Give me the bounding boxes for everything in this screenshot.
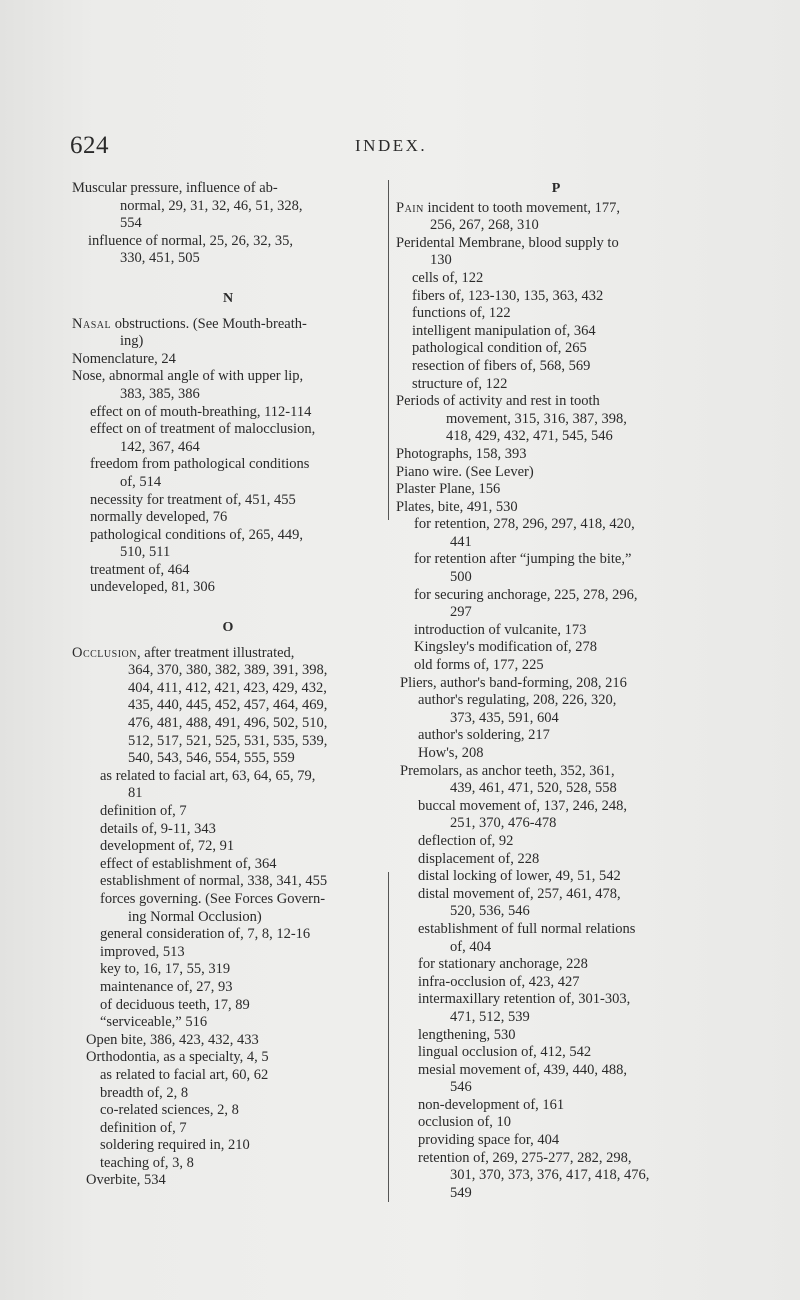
index-entry: deflection of, 92 [418, 832, 514, 849]
index-entry: 476, 481, 488, 491, 496, 502, 510, [128, 715, 328, 732]
index-entry: 510, 511 [120, 544, 171, 561]
index-entry: 251, 370, 476-478 [450, 815, 557, 832]
index-entry: 383, 385, 386 [120, 385, 200, 402]
index-entry: Nomenclature, 24 [72, 350, 176, 367]
index-entry: fibers of, 123-130, 135, 363, 432 [412, 287, 604, 304]
page-header [70, 132, 730, 166]
index-entry: maintenance of, 27, 93 [100, 978, 233, 995]
index-entry: normally developed, 76 [90, 509, 228, 526]
index-entry: lingual occlusion of, 412, 542 [418, 1044, 592, 1061]
index-entry: normal, 29, 31, 32, 46, 51, 328, [120, 197, 303, 214]
index-entry: definition of, 7 [100, 803, 187, 819]
index-entry: 554 [120, 215, 142, 232]
index-entry: providing space for, 404 [418, 1132, 560, 1149]
index-entry: intermaxillary retention of, 301-303, [418, 991, 631, 1008]
index-entry: Kingsley's modification of, 278 [414, 639, 598, 656]
index-entry: as related to facial art, 60, 62 [100, 1066, 269, 1083]
index-entry: Nose, abnormal angle of with upper lip, [72, 368, 304, 385]
index-entry: 364, 370, 380, 382, 389, 391, 398, [128, 662, 328, 679]
index-entry: co-related sciences, 2, 8 [100, 1102, 239, 1119]
spacer [72, 308, 384, 316]
index-entry: 546 [450, 1079, 472, 1096]
index-entry: 130 [430, 252, 452, 269]
index-entry: non-development of, 161 [418, 1096, 565, 1113]
index-entry: breadth of, 2, 8 [100, 1084, 189, 1101]
index-entry: of, 514 [120, 473, 162, 490]
index-entry: freedom from pathological conditions [90, 456, 310, 473]
index-entry: 500 [450, 569, 472, 586]
index-entry: for retention, 278, 296, 297, 418, 420, [414, 516, 635, 533]
index-entry: necessity for treatment of, 451, 455 [90, 491, 296, 508]
index-entry: teaching of, 3, 8 [100, 1154, 194, 1171]
index-entry: effect of establishment of, 364 [100, 855, 277, 872]
index-entry: 301, 370, 373, 376, 417, 418, 476, [450, 1167, 650, 1184]
index-entry: definition of, 7 [100, 1119, 187, 1136]
index-entry: Piano wire. (See Lever) [396, 463, 534, 480]
index-entry: 520, 536, 546 [450, 903, 530, 920]
index-entry: Peridental Membrane, blood supply to [396, 234, 619, 251]
index-entry: development of, 72, 91 [100, 838, 235, 855]
index-entry: soldering required in, 210 [100, 1137, 250, 1154]
index-entry: effect on of treatment of malocclusion, [90, 421, 316, 438]
headword: Occlusion [72, 644, 137, 661]
index-entry: for retention after “jumping the bite,” [414, 551, 632, 568]
index-entry: 540, 543, 546, 554, 555, 559 [128, 750, 295, 767]
index-entry: Nasal obstructions. (See Mouth-breath- [72, 315, 307, 332]
column-divider [388, 180, 389, 520]
index-entry: 404, 411, 412, 421, 423, 429, 432, [128, 679, 327, 696]
index-entry: undeveloped, 81, 306 [90, 579, 215, 596]
index-entry: author's soldering, 217 [418, 727, 550, 744]
index-entry: Premolars, as anchor teeth, 352, 361, [400, 762, 615, 779]
spacer [72, 268, 384, 290]
index-entry: Occlusion, after treatment illustrated, [72, 644, 295, 661]
headword: Nasal [72, 315, 112, 332]
index-entry: “serviceable,” 516 [100, 1014, 208, 1031]
index-entry: ing) [120, 333, 144, 350]
index-entry: Overbite, 534 [86, 1172, 166, 1189]
column-divider-lower [388, 872, 389, 1202]
index-entry: for securing anchorage, 225, 278, 296, [414, 586, 638, 603]
index-entry: lengthening, 530 [418, 1026, 516, 1043]
index-entry: Plaster Plane, 156 [396, 481, 501, 498]
index-entry: details of, 9-11, 343 [100, 820, 216, 837]
index-entry: pathological conditions of, 265, 449, [90, 526, 304, 543]
index-entry: influence of normal, 25, 26, 32, 35, [88, 232, 293, 249]
index-entry: establishment of full normal relations [418, 920, 636, 937]
index-entry: 441 [450, 533, 472, 550]
index-entry: establishment of normal, 338, 341, 455 [100, 873, 328, 890]
index-entry: for stationary anchorage, 228 [418, 956, 588, 973]
index-entry: 81 [128, 785, 143, 802]
index-entry: author's regulating, 208, 226, 320, [418, 692, 617, 709]
index-entry: Open bite, 386, 423, 432, 433 [86, 1031, 259, 1048]
index-entry: general consideration of, 7, 8, 12-16 [100, 926, 311, 943]
index-entry: Periods of activity and rest in tooth [396, 393, 600, 410]
index-entry: of, 404 [450, 938, 492, 955]
index-entry: 512, 517, 521, 525, 531, 535, 539, [128, 732, 328, 749]
index-entry: effect on of mouth-breathing, 112-114 [90, 403, 312, 420]
index-entry: cells of, 122 [412, 269, 484, 286]
index-entry: 256, 267, 268, 310 [430, 217, 539, 234]
index-entry: key to, 16, 17, 55, 319 [100, 961, 231, 978]
index-entry: 373, 435, 591, 604 [450, 709, 559, 726]
index-entry: retention of, 269, 275-277, 282, 298, [418, 1149, 632, 1166]
index-entry: structure of, 122 [412, 375, 508, 392]
index-entry: intelligent manipulation of, 364 [412, 322, 596, 339]
index-entry: 297 [450, 604, 472, 621]
index-entry: of deciduous teeth, 17, 89 [100, 996, 250, 1013]
page-title: INDEX. [355, 136, 428, 155]
index-entry: buccal movement of, 137, 246, 248, [418, 797, 627, 814]
index-entry: old forms of, 177, 225 [414, 657, 544, 674]
index-entry: How's, 208 [418, 745, 484, 761]
index-entry: 549 [450, 1184, 472, 1201]
index-entry: movement, 315, 316, 387, 398, [446, 410, 627, 427]
index-entry: functions of, 122 [412, 305, 511, 322]
index-entry: Pliers, author's band-forming, 208, 216 [400, 674, 627, 691]
index-entry: 471, 512, 539 [450, 1008, 530, 1025]
section-letter: O [222, 620, 234, 636]
index-entry: Photographs, 158, 393 [396, 445, 527, 462]
index-entry: Muscular pressure, influence of ab- [72, 180, 278, 196]
index-entry: ing Normal Occlusion) [128, 908, 262, 925]
index-entry: improved, 513 [100, 943, 185, 960]
index-entry: Plates, bite, 491, 530 [396, 498, 518, 515]
headword: Pain [396, 199, 424, 216]
index-entry: distal movement of, 257, 461, 478, [418, 885, 621, 902]
index-entry: infra-occlusion of, 423, 427 [418, 973, 580, 990]
spacer [72, 597, 384, 619]
index-column-right [396, 180, 716, 1202]
index-entry: mesial movement of, 439, 440, 488, [418, 1061, 628, 1078]
index-entry: 435, 440, 445, 452, 457, 464, 469, [128, 697, 328, 714]
index-entry: 418, 429, 432, 471, 545, 546 [446, 428, 613, 445]
index-entry: treatment of, 464 [90, 561, 190, 578]
section-letter: P [551, 181, 561, 196]
index-entry: pathological condition of, 265 [412, 340, 587, 357]
index-entry: occlusion of, 10 [418, 1114, 512, 1131]
index-entry: Pain incident to tooth movement, 177, [396, 199, 620, 216]
index-entry: Orthodontia, as a specialty, 4, 5 [86, 1049, 269, 1066]
index-entry: 142, 367, 464 [120, 438, 200, 455]
section-letter: N [222, 290, 234, 306]
index-entry: forces governing. (See Forces Govern- [100, 890, 326, 907]
index-entry: displacement of, 228 [418, 850, 540, 867]
index-entry: 330, 451, 505 [120, 250, 200, 267]
spacer [72, 637, 384, 645]
index-entry: introduction of vulcanite, 173 [414, 621, 587, 638]
index-entry: as related to facial art, 63, 64, 65, 79, [100, 767, 316, 784]
index-entry: resection of fibers of, 568, 569 [412, 357, 591, 374]
index-entry: 439, 461, 471, 520, 528, 558 [450, 780, 617, 797]
index-entry: distal locking of lower, 49, 51, 542 [418, 868, 621, 885]
index-column-left [72, 180, 384, 1190]
page-number: 624 [70, 132, 109, 159]
